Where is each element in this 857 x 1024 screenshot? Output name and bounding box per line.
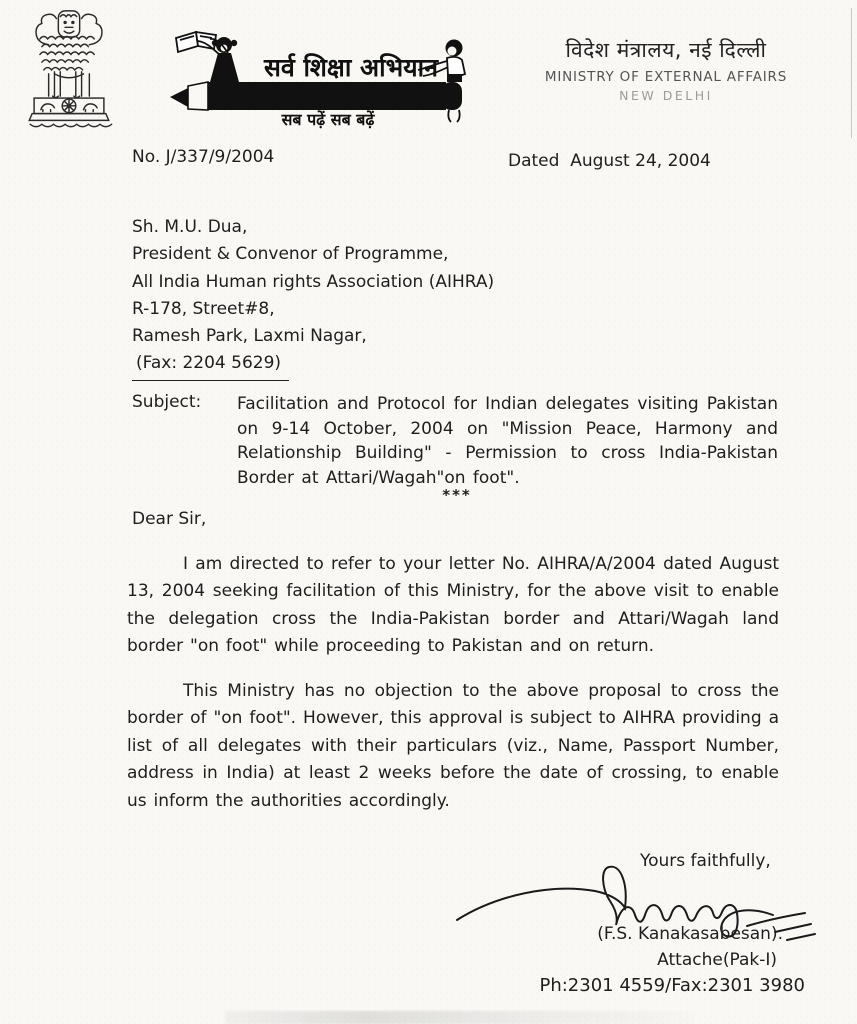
ministry-header	[520, 36, 812, 103]
signatory-contact: Ph:2301 4559/Fax:2301 3980	[539, 975, 805, 996]
body-paragraph-1: I am directed to refer to your letter No. AIHRA/A/2004 dated August 13, 2004 seeking facilitation of this Ministry, for the above visit to enable the delegation cross the India-Pakistan border and Attari/Wagah land border "on foot" while proceeding to Pakistan and on return.	[127, 554, 779, 657]
closing-phrase: Yours faithfully,	[640, 851, 771, 871]
ministry-name-english: MINISTRY OF EXTERNAL AFFAIRS	[544, 69, 788, 85]
ministry-city: NEW DELHI	[619, 88, 713, 103]
pencil-tip	[170, 88, 188, 107]
ssa-tagline-hindi: सब पढ़ें सब बढ़ें	[281, 110, 375, 129]
emblem-of-india-icon	[25, 6, 113, 132]
addressee-organization: All India Human rights Association (AIHRA)	[132, 271, 495, 292]
ministry-name-hindi: विदेश मंत्रालय, नई दिल्ली	[565, 38, 767, 62]
addressee-fax: (Fax: 2204 5629)	[132, 350, 289, 380]
addressee-address-2: Ramesh Park, Laxmi Nagar,	[132, 326, 367, 347]
signatory-designation: Attache(Pak-I)	[657, 950, 777, 970]
letter-date: Dated August 24, 2004	[508, 151, 711, 171]
subject-text: Facilitation and Protocol for Indian delegates visiting Pakistan on 9-14 October, 2004 on "Mission Peace, Harmony and Relationship Building" - Permission to cross India-Pakistan Border at Attari/Wagah"on foot".	[237, 394, 778, 488]
body-paragraph-2: This Ministry has no objection to the above proposal to cross the border of "on foot". However, this approval is subject to AIHRA providing a list of all delegates with their particulars (viz., Name, Passport Number, address in India) at least 2 weeks before the date of crossing, to enable us inform the authorities accordingly.	[127, 681, 779, 811]
ssa-logo	[168, 30, 470, 132]
letter-number: No. J/337/9/2004	[132, 147, 275, 167]
ssa-title-hindi: सर्व शिक्षा अभियान	[263, 53, 439, 82]
addressee-address-1: R-178, Street#8,	[132, 298, 275, 319]
addressee-title: President & Convenor of Programme,	[132, 244, 449, 265]
subject-label: Subject:	[132, 392, 202, 412]
signatory-block	[470, 921, 810, 999]
salutation: Dear Sir,	[132, 509, 207, 529]
signatory-name: (F.S. Kanakasabesan).	[597, 924, 783, 944]
scan-edge-artifact	[851, 8, 852, 138]
addressee-name: Sh. M.U. Dua,	[132, 217, 248, 237]
asterisk-separator: ***	[442, 486, 472, 504]
scan-smudge-artifact	[225, 1011, 695, 1024]
addressee-block	[132, 214, 494, 381]
